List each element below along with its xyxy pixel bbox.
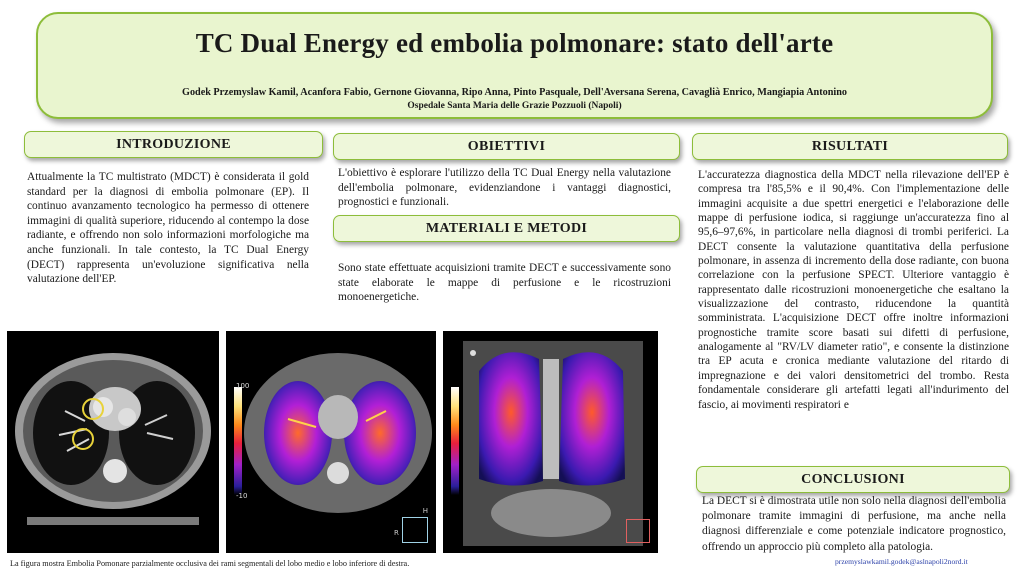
obiettivi-text: L'obiettivo è esplorare l'utilizzo della TC Dual Energy nella valutazione dell'embolia polmonare, evidenziandone i vantaggi diagnostici, prognostici e funzionali. [338,167,671,209]
materiali-text: Sono state effettuate acquisizioni tramite DECT e successivamente sono state elaborate le mappe di perfusione e le ricostruzioni monoenergetiche. [338,262,671,304]
authors-line: Godek Przemyslaw Kamil, Acanfora Fabio, Gernone Giovanna, Ripo Anna, Pinto Pasquale, Dell'Aversana Serena, Cavaglià Enrico, Mangiapia Antonino [182,87,847,98]
perfusion-map-coronal [443,331,658,553]
colorbar-min-label: -10 [236,492,248,500]
introduzione-text: Attualmente la TC multistrato (MDCT) è considerata il gold standard per la diagnosi di embolia polmonare (EP). Il continuo avanzamento tecnologico ha permesso di ottenere immagini di qualità superiore, riducendo al contempo la dose radiante, e offrendo non solo informazioni morfologiche ma anche funzionali. In tale contesto, la TC Dual Energy (DECT) rappresenta un'evoluzione significativa nella valutazione dell'EP. [27,171,309,286]
risultati-text: L'accuratezza diagnostica della MDCT nella rilevazione dell'EP è compresa tra l'85,5% e il 90,4%. Con l'implementazione delle immagini acquisite a due spettri energetici e l'elaborazione delle mappe di perfusione iodica, si raggiunge un'accuratezza fino al 95,6–97,6%, in particolare nella diagnosi di trombi periferici. La DECT consente la valutazione quantitativa della perfusione polmonare, in assenza di incremento della dose radiante, con buona correlazione con la perfusione SPECT. Ulteriore vantaggio è rappresentato dalle ricostruzioni monoenergetiche che esaltano la visualizzazione del contrasto, riducendone la quantità somministrata. L'acquisizione DECT offre inoltre informazioni prognostiche tramite score basati sui difetti di perfusione, analogamente al "RV/LV diameter ratio", e consente la distinzione tra EP acuta e cronica mediante valutazione del ritardo di impregnazione e dei valori densitometrici del trombo. Resta fondamentale considerare gli artefatti legati all'indurimento del fascio, ai movimenti respiratori e [698,169,1009,411]
contact-email: przemyslawkamil.godek@aslnapoli2nord.it [835,557,968,566]
affiliation-line: Ospedale Santa Maria delle Grazie Pozzuoli (Napoli) [407,101,622,111]
colorbar-coronal [451,387,459,495]
section-heading-introduzione: INTRODUZIONE [24,131,323,158]
orientation-cube-icon: R H [402,517,428,543]
colorbar [234,387,242,495]
figure-caption: La figura mostra Embolia Pomonare parzialmente occlusiva dei rami segmentali del lobo medio e lobo inferiore di destra. [10,559,410,568]
section-heading-risultati: RISULTATI [692,133,1008,160]
poster-header [36,12,993,119]
section-heading-obiettivi: OBIETTIVI [333,133,680,160]
section-heading-materiali: MATERIALI E METODI [333,215,680,242]
section-heading-conclusioni: CONCLUSIONI [696,466,1010,493]
conclusioni-text: La DECT si è dimostrata utile non solo nella diagnosi dell'embolia polmonare tramite immagini di perfusione, ma anche nella diagnosi differenziale e come potenziale indicatore prognostico, offrendo un approccio più completo alla patologia. [702,495,1006,553]
colorbar-max-label: 100 [236,382,250,390]
perfusion-map-axial [226,331,436,553]
ct-axial-image [7,331,219,553]
orientation-cube-coronal-icon [626,519,650,543]
poster-title: TC Dual Energy ed embolia polmonare: stato dell'arte [195,28,834,58]
